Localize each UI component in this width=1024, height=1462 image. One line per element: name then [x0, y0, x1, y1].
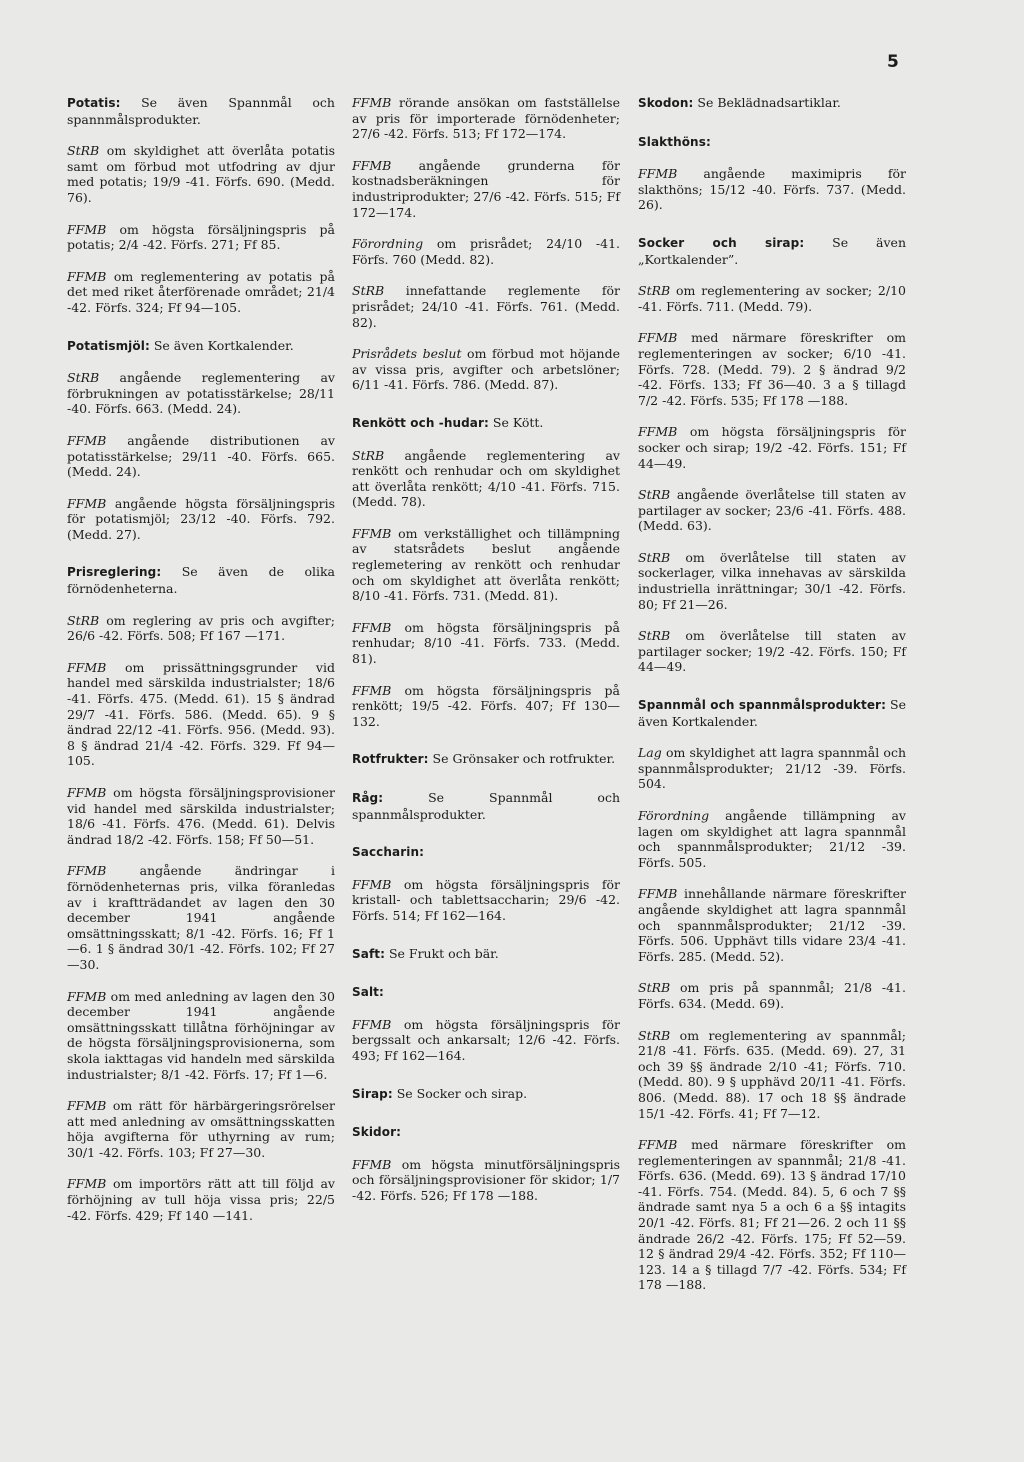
index-heading-entry	[67, 564, 335, 596]
entry-text: angående distributionen av potatisstärkelse; 29/11 -40. Förfs. 665. (Medd. 24).	[67, 432, 335, 480]
entry-text: om högsta försäljningsprovisioner vid handel med särskilda industrialster; 18/6 -41. Förfs. 476. (Medd. 61). Delvis ändrad 18/2 -42. Förfs. 158; Ff 50—51.	[67, 785, 335, 847]
entry-heading: Prisreglering:	[67, 565, 162, 580]
entry-heading: Saft:	[352, 946, 385, 961]
index-heading-entry	[638, 95, 906, 112]
index-heading-entry	[352, 751, 620, 768]
entry-text: angående ändringar i förnödenheternas pris, vilka föranledas av i kraftträdandet av lagen den 30 december 1941 angående omsättningsskatt; 8/1 -42. Förfs. 16; Ff 1—6. 1 § ändrad 30/1 -42. Förfs. 102; Ff 27—30.	[67, 863, 335, 972]
entry-text: angående överlåtelse till staten av partilager av socker; 23/6 -41. Förfs. 488. (Medd. 63).	[638, 487, 906, 534]
entry-text: med närmare föreskrifter om reglementeringen av socker; 6/10 -41. Förfs. 728. (Medd. 79). 2 § ändrad 9/2 -42. Förfs. 133; Ff 36—40. 3 a § tillagd 7/2 -42. Förfs. 535; Ff 178 —188.	[638, 330, 906, 408]
index-entry	[638, 628, 906, 675]
entry-lead: FFMB	[67, 988, 107, 1004]
entry-text: om reglementering av spannmål; 21/8 -41. Förfs. 635. (Medd. 69). 27, 31 och 39 §§ ändrade 2/10 -41; Förfs. 710. (Medd. 80). 9 § upphävd 20/11 -41. Förfs. 806. (Medd. 88). 17 och 18 §§ ändrade 15/1 -42. Förfs. 41; Ff 7—12.	[638, 1027, 906, 1121]
entry-text: Se Spannmål och spannmålsprodukter.	[352, 790, 620, 822]
entry-text: angående grunderna för kostnadsberäkningen för industriprodukter; 27/6 -42. Förfs. 515; Ff 172—174.	[352, 157, 620, 220]
entry-text: om reglering av pris och avgifter; 26/6 -42. Förfs. 508; Ff 167 —171.	[67, 612, 335, 644]
entry-lead: FFMB	[67, 1176, 107, 1192]
entry-lead: FFMB	[638, 330, 678, 346]
entry-lead: Förordning	[638, 808, 710, 823]
index-entry	[638, 980, 906, 1011]
entry-heading: Skidor:	[352, 1125, 401, 1140]
entry-text: om reglementering av potatis på det med riket återförenade området; 21/4 -42. Förfs. 324; Ff 94—105.	[67, 268, 335, 315]
index-entry	[67, 433, 335, 480]
index-entry	[352, 683, 620, 730]
entry-lead: FFMB	[67, 659, 107, 675]
column-2	[352, 95, 620, 1220]
index-heading-entry	[352, 1124, 620, 1141]
entry-lead: FFMB	[638, 886, 678, 902]
entry-text: rörande ansökan om fastställelse av pris för importerade förnödenheter; 27/6 -42. Förfs. 513; Ff 172—174.	[352, 95, 620, 142]
index-heading-entry	[352, 984, 620, 1001]
entry-lead: StRB	[638, 628, 671, 644]
entry-text: Se även de olika förnödenheterna.	[67, 564, 335, 597]
entry-text: om pris på spannmål; 21/8 -41. Förfs. 634. (Medd. 69).	[638, 980, 906, 1011]
entry-lead: FFMB	[352, 682, 392, 698]
entry-lead: FFMB	[67, 432, 107, 448]
entry-heading: Salt:	[352, 985, 384, 1000]
index-entry	[638, 1028, 906, 1122]
entry-lead: StRB	[638, 283, 671, 299]
entry-heading: Rotfrukter:	[352, 752, 429, 767]
index-heading-entry	[638, 697, 906, 729]
entry-lead: StRB	[67, 143, 100, 159]
entry-text: innehållande närmare föreskrifter angående skyldighet att lagra spannmål och spannmålsprodukter; 21/12 -39. Förfs. 506. Upphävt tills vidare 23/4 -41. Förfs. 285. (Medd. 52).	[638, 886, 906, 964]
entry-text: Se Frukt och bär.	[385, 945, 499, 961]
entry-heading: Sirap:	[352, 1086, 393, 1101]
entry-lead: Prisrådets beslut	[352, 346, 462, 362]
entry-lead: FFMB	[352, 95, 392, 110]
entry-heading: Råg:	[352, 791, 384, 805]
entry-text: om rätt för härbärgeringsrörelser att med anledning av omsättningsskatten höja avgifterna för uthyrning av rum; 30/1 -42. Förfs. 103; Ff 27—30.	[67, 1098, 335, 1160]
index-entry	[67, 1176, 335, 1223]
index-entry	[352, 1017, 620, 1064]
entry-text: om verkställighet och tillämpning av statsrådets beslut angående reglemetering av renkött och renhudar och om skyldighet att överlåta renkött; 8/10 -41. Förfs. 731. (Medd. 81).	[352, 525, 620, 604]
entry-lead: FFMB	[67, 268, 107, 284]
entry-text: Se även Kortkalender.	[149, 337, 294, 353]
entry-lead: StRB	[67, 612, 100, 628]
entry-text: om förbud mot höjande av vissa pris, avgifter och arbetslöner; 6/11 -41. Förfs. 786. (Medd. 87).	[352, 346, 620, 393]
entry-heading: Skodon:	[638, 96, 694, 110]
entry-lead: FFMB	[352, 525, 392, 541]
index-heading-entry	[638, 235, 906, 267]
entry-lead: FFMB	[352, 1016, 392, 1032]
index-entry	[638, 1137, 906, 1293]
entry-text: med närmare föreskrifter om reglementeringen av spannmål; 21/8 -41. Förfs. 636. (Medd. 69). 13 § ändrad 17/10 -41. Förfs. 754. (Medd. 84). 5, 6 och 7 §§ ändrade samt nya 5 a och 6 a §§ intagits 20/1 -42. Förfs. 81; Ff 21—26. 2 och 11 §§ ändrade 26/2 -42. Förfs. 175; Ff 52—59. 12 § ändrad 29/4 -42. Förfs. 352; Ff 110—123. 14 a § tillagd 7/7 -42. Förfs. 534; Ff 178 —188.	[638, 1137, 906, 1293]
index-heading-entry	[352, 415, 620, 432]
index-entry	[638, 886, 906, 964]
index-entry	[638, 745, 906, 792]
entry-heading: Socker och sirap:	[638, 235, 805, 250]
entry-lead: StRB	[352, 283, 385, 299]
entry-lead: StRB	[67, 370, 100, 386]
entry-text: om högsta försäljningspris för socker och sirap; 19/2 -42. Förfs. 151; Ff 44—49.	[638, 424, 906, 471]
index-entry	[352, 236, 620, 267]
entry-text: om högsta försäljningspris på renkött; 19/5 -42. Förfs. 407; Ff 130—132.	[352, 682, 620, 729]
entry-lead: FFMB	[67, 863, 107, 879]
entry-lead: FFMB	[352, 619, 392, 635]
entry-text: angående reglementering av förbrukningen av potatisstärkelse; 28/11 -40. Förfs. 663. (Medd. 24).	[67, 370, 335, 417]
entry-text: om överlåtelse till staten av sockerlager, vilka innehavas av särskilda industriella inrättningar; 30/1 -42. Förfs. 80; Ff 21—26.	[638, 549, 906, 612]
index-entry	[352, 346, 620, 393]
index-entry	[67, 370, 335, 417]
index-entry	[638, 166, 906, 213]
index-entry	[67, 143, 335, 205]
index-heading-entry	[352, 844, 620, 861]
entry-lead: FFMB	[352, 876, 392, 892]
entry-text: om högsta försäljningspris på renhudar; 8/10 -41. Förfs. 733. (Medd. 81).	[352, 619, 620, 667]
entry-text: om prisrådet; 24/10 -41. Förfs. 760 (Medd. 82).	[352, 236, 620, 267]
entry-text: om högsta minutförsäljningspris och försäljningsprovisioner för skidor; 1/7 -42. Förfs. 526; Ff 178 —188.	[352, 1156, 620, 1203]
entry-text: Se även Kortkalender.	[638, 697, 906, 729]
entry-lead: FFMB	[352, 1156, 392, 1172]
entry-text: angående maximipris för slakthöns; 15/12 -40. Förfs. 737. (Medd. 26).	[638, 166, 906, 213]
index-entry	[638, 808, 906, 870]
entry-text: om skyldighet att överlåta potatis samt om förbud mot utfodring av djur med potatis; 19/9 -41. Förfs. 690. (Medd. 76).	[67, 143, 335, 205]
entry-text: Se Socker och sirap.	[392, 1085, 528, 1101]
index-entry	[352, 877, 620, 924]
index-entry	[638, 330, 906, 408]
column-3	[638, 95, 906, 1309]
entry-lead: FFMB	[67, 221, 107, 237]
column-1	[67, 95, 335, 1239]
entry-heading: Saccharin:	[352, 845, 424, 860]
entry-lead: Lag	[638, 745, 662, 761]
index-entry	[67, 989, 335, 1083]
entry-heading: Renkött och -hudar:	[352, 415, 489, 430]
entry-text: Se Beklädnadsartiklar.	[693, 95, 841, 110]
index-entry	[352, 620, 620, 667]
entry-lead: StRB	[638, 487, 671, 503]
entry-text: om prissättningsgrunder vid handel med särskilda industrialster; 18/6 -41. Förfs. 475. (Medd. 61). 15 § ändrad 29/7 -41. Förfs. 586. (Medd. 65). 9 § ändrad 22/12 -41. Förfs. 956. (Medd. 93). 8 § ändrad 21/4 -42. Förfs. 329. Ff 94—105.	[67, 659, 335, 769]
index-entry	[352, 448, 620, 510]
entry-lead: FFMB	[67, 785, 107, 800]
entry-text: Se Grönsaker och rotfrukter.	[428, 751, 616, 767]
index-entry	[638, 550, 906, 612]
entry-lead: FFMB	[638, 1137, 678, 1153]
entry-text: angående högsta försäljningspris för potatismjöl; 23/12 -40. Förfs. 792. (Medd. 27).	[67, 495, 335, 542]
entry-heading: Spannmål och spannmålsprodukter:	[638, 698, 886, 713]
index-entry	[352, 95, 620, 142]
index-entry	[638, 487, 906, 534]
entry-text: om högsta försäljningspris för bergssalt och ankarsalt; 12/6 -42. Förfs. 493; Ff 162—164.	[352, 1016, 620, 1063]
index-heading-entry	[67, 338, 335, 355]
index-entry	[67, 496, 335, 543]
entry-lead: FFMB	[352, 157, 392, 173]
entry-text: om importörs rätt att till följd av förhöjning av tull höja vissa pris; 22/5 -42. Förfs. 429; Ff 140 —141.	[67, 1176, 335, 1223]
index-entry	[638, 283, 906, 314]
index-entry	[67, 863, 335, 972]
index-heading-entry	[352, 1086, 620, 1103]
entry-lead: StRB	[638, 980, 671, 996]
index-entry	[352, 158, 620, 220]
entry-lead: FFMB	[638, 166, 678, 182]
entry-text: innefattande reglemente för prisrådet; 24/10 -41. Förfs. 761. (Medd. 82).	[352, 283, 620, 330]
entry-text: Se Kött.	[488, 414, 544, 430]
entry-text: om högsta försäljningspris för kristall- och tablettsaccharin; 29/6 -42. Förfs. 514; Ff 162—164.	[352, 876, 620, 923]
entry-lead: StRB	[638, 549, 671, 565]
entry-text: om skyldighet att lagra spannmål och spannmålsprodukter; 21/12 -39. Förfs. 504.	[638, 745, 906, 792]
index-entry	[67, 660, 335, 769]
page-number: 5	[887, 52, 899, 72]
index-entry	[67, 222, 335, 253]
index-entry	[67, 269, 335, 316]
index-entry	[67, 1098, 335, 1160]
entry-heading: Potatismjöl:	[67, 338, 150, 353]
entry-lead: FFMB	[638, 424, 678, 440]
entry-text: om högsta försäljningspris på potatis; 2/4 -42. Förfs. 271; Ff 85.	[67, 221, 335, 253]
entry-text: om reglementering av socker; 2/10 -41. Förfs. 711. (Medd. 79).	[638, 283, 906, 314]
entry-lead: StRB	[352, 447, 385, 463]
index-entry	[638, 424, 906, 471]
index-entry	[352, 283, 620, 330]
entry-text: om med anledning av lagen den 30 december 1941 angående omsättningsskatt tillåtna förhöjningar av de högsta försäljningsprovisionerna, som skola iakttagas vid handeln med särskilda industrialster; 8/1 -42. Förfs. 17; Ff 1—6.	[67, 988, 335, 1082]
index-entry	[352, 1157, 620, 1204]
entry-text: angående reglementering av renkött och renhudar och om skyldighet att överlåta renkött; 4/10 -41. Förfs. 715. (Medd. 78).	[352, 447, 620, 510]
entry-text: Se även Spannmål och spannmålsprodukter.	[67, 95, 335, 127]
entry-text: Se även „Kortkalender”.	[638, 234, 906, 267]
entry-lead: Förordning	[352, 236, 424, 252]
index-entry	[352, 526, 620, 604]
index-heading-entry	[638, 134, 906, 151]
entry-lead: FFMB	[67, 495, 107, 511]
entry-lead: FFMB	[67, 1098, 107, 1114]
entry-text: om överlåtelse till staten av partilager socker; 19/2 -42. Förfs. 150; Ff 44—49.	[638, 628, 906, 675]
entry-lead: StRB	[638, 1027, 671, 1043]
index-entry	[67, 613, 335, 644]
index-heading-entry	[352, 790, 620, 822]
index-heading-entry	[67, 95, 335, 127]
entry-text: angående tillämpning av lagen om skyldighet att lagra spannmål och spannmålsprodukter; 21/12 -39. Förfs. 505.	[638, 808, 906, 870]
index-entry	[67, 785, 335, 847]
index-heading-entry	[352, 946, 620, 963]
entry-heading: Potatis:	[67, 96, 121, 110]
entry-heading: Slakthöns:	[638, 134, 711, 149]
